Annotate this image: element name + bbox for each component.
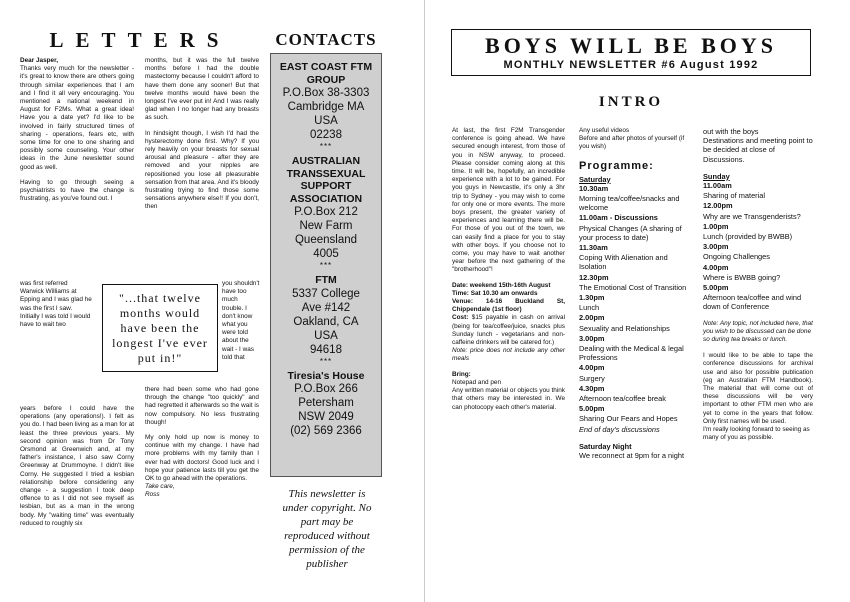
date-label: Date: [452,281,468,289]
schedule-desc: Physical Changes (A sharing of your process to date) [579,223,682,242]
letter-wrap-text-right: you shouldn't have too much trouble. I don't know what you were told about the wait - I was told that [222,280,260,361]
letter-paragraph: years before I could have the operations (any operations!). I felt as you do. I had been living as a man for at least the three previous years. My second opinion was from Dr Tony Orsmond at Greenwich and, at my father's insistance, I also saw Corny Greenway at Drummoyne. I didn't like Corny. He suggested I tried a lesbian relationship before considering any change - a suggestion I took deep offence to as I did not see myself as lesbian, but as a man in the wrong body. My "waiting time" was eventually reduced to roughly six [20,405,134,527]
schedule-desc: Sexuality and Relationships [579,323,670,333]
date-value: weekend 15th-16th August [469,281,551,289]
contact-separator: *** [319,142,333,151]
saturday-heading: Saturday [579,174,611,184]
end-of-day-note: End of day's discussions [579,424,660,434]
letter-paragraph: My only hold up now is money to continue with my change. I have had more problems with my family than I ever had with doctors! Good luck and I hope your patience lasts till you get the OK to go ahead with the operations. [145,434,259,483]
schedule-desc: Coping With Alienation and Isolation [579,253,668,272]
schedule-time: 4.00pm [579,363,605,373]
schedule-item [703,242,813,261]
closing-paragraph: I would like to be able to tape the conference discussions for archival use and also for possible publication (eg an Australian FTM Handbook). The material that will come out of these discussions will be very important to other FTM men who are yet to come in the years that follow. Only first names will be used. [703,352,813,425]
contacts-panel [270,53,382,477]
letter-signature: Ross [145,491,160,499]
letters-column-2-bottom [145,386,259,500]
newsletter-subtitle: MONTHLY NEWSLETTER #6 August 1992 [503,59,759,71]
contact-address-line: Oakland, CA [293,315,359,328]
schedule-desc: Dealing with the Medical & legal Professions [579,344,684,363]
contact-address-line: NSW 2049 [298,411,354,423]
schedule-item [703,181,813,200]
letter-signoff: Take care, [145,483,175,491]
contact-name: AUSTRALIAN TRANSSEXUAL SUPPORT ASSOCIATION [286,155,366,205]
letter-salutation: Dear Jasper, [20,57,59,64]
copyright-note: This newsletter is under copyright. No part may be reproduced without permission of the publisher [282,488,372,570]
letter-paragraph: In hindsight though, I wish I'd had the hysterectomy done first. Why? If you rely heavily on your breasts for sexual arousal and pleasure - after they are removed and your nipples are repositioned you lose all pleasurable sensation from that area. And it's bloody frustrating trying to find those some sensations anywhere else!! If you don't, then [145,129,259,211]
event-details [452,282,565,364]
contact-entry [271,274,381,367]
intro-column-3 [703,127,813,443]
contact-name: EAST COAST FTM GROUP [279,61,373,86]
contact-address-line: P.O.Box 38-3303 [282,87,370,99]
schedule-time: 5.00pm [579,404,605,414]
schedule-item [703,222,813,241]
saturday-night-heading: Saturday Night [579,441,632,451]
pull-quote: "...that twelve months would have been the longest I've ever put in!" [112,290,208,365]
schedule-time: 4.30pm [579,383,605,393]
schedule-item [579,184,694,213]
schedule-desc: The Emotional Cost of Transition [579,282,687,292]
schedule-time: 11.00am - Discussions [579,213,658,223]
sunday-schedule [703,181,813,312]
letter-paragraph: Thanks very much for the newsletter - it's great to know there are others going through similar experiences that I am and I find it all very encouraging. You mentioned a national weekend in August for F2Ms. What a great idea! Have you a date yet? I'd like to be involved in fairly structured times of sharing - operations, fears etc, with some time for one to one sharing and possibly some counseling. Your other ideas in the June newsletter sound good as well. [20,65,134,171]
programme-heading: Programme: [579,159,654,172]
time-value: Sat 10.30 am onwards [470,289,538,297]
schedule-time: 11.30am [579,243,608,253]
contact-entry [271,155,381,271]
schedule-time: 4.00pm [703,262,729,272]
time-label: Time: [452,289,469,297]
letters-column-2 [145,57,259,212]
cost-value: $15 payable in cash on arrival (being for tea/coffee/juice, snacks plus Sunday lunch - vegetarians and non-caffeine drinkers will be catered for.) [452,314,565,347]
saturday-night-text: We reconnect at 9pm for a night [579,451,685,461]
sunday-note: Note: Any topic, not included here, that you wish to be discussed can be done so during tea breaks or lunch. [703,319,813,344]
outing-destination: Destinations and meeting point to be decided at close of Discussions. [703,136,813,164]
schedule-item [579,334,694,363]
intro-column-2 [579,127,694,460]
bring-text: Any written material or objects you think that others may be interested in. We can photocopy each other's material. [452,387,565,411]
schedule-time: 3.00pm [579,333,605,343]
bring-items: Notepad and pen [452,378,502,386]
schedule-item [703,263,813,282]
schedule-time: 3.00pm [703,242,729,252]
bring-heading: Bring: [452,370,471,378]
contact-address-line: P.O.Box 266 [294,383,358,395]
newsletter-title: BOYS WILL BE BOYS [485,33,777,58]
schedule-time: 12.00pm [703,201,733,211]
schedule-item [579,363,694,382]
letter-paragraph: months, but it was the full twelve months before I had the double mastectomy because I couldn't afford to have them done any sooner! But that twelve months would have been the longest I've ever put in! And I was really glad when I no longer had any breasts as such. [145,57,259,122]
contact-address-line: USA [314,115,338,127]
contact-address-line: Petersham [298,397,354,409]
contact-entry [271,370,381,439]
videos-text: Any useful videos [579,127,630,134]
schedule-item [703,283,813,312]
schedule-time: 1.30pm [579,293,605,303]
schedule-item [579,213,694,242]
masthead [451,29,811,76]
saturday-schedule [579,184,694,424]
contact-separator: *** [319,356,333,366]
schedule-item [579,293,694,312]
contact-address-line: 02238 [310,129,342,141]
letter-wrap-text-left: was first referred Warwick Williams at Epping and I was glad he was the first I saw. Initially I was told I would have to wait two [20,280,92,329]
letters-heading: LETTERS [49,28,231,52]
letters-column-1 [20,57,134,203]
contact-address-line: (02) 569 2366 [290,425,362,437]
contact-name: Tiresia's House [287,369,365,382]
cost-note: Note: price does not include any other meals [452,347,565,363]
intro-column-1 [452,127,565,412]
contact-name: FTM [315,274,337,286]
schedule-item [579,313,694,332]
section-heading: INTRO [598,94,664,110]
schedule-desc: Lunch [579,303,600,313]
contact-address-line: 94618 [310,343,342,356]
schedule-desc: Where is BWBB going? [703,272,781,282]
schedule-desc: Afternoon tea/coffee break [579,394,666,404]
schedule-desc: Surgery [579,373,605,383]
schedule-time: 2.00pm [579,313,605,323]
schedule-desc: Morning tea/coffee/snacks and welcome [579,194,680,213]
schedule-desc: Lunch (provided by BWBB) [703,232,793,242]
schedule-item [579,404,694,423]
schedule-time: 5.00pm [703,283,729,293]
schedule-desc: Sharing of material [703,191,766,201]
contact-address-line: Queensland [294,234,358,246]
letter-paragraph: there had been some who had gone through the change "too quickly" and had regretted it afterwards so the wait is now compulsory. No less frustrating though! [145,386,259,426]
contact-address-line: Cambridge MA [287,101,365,113]
schedule-item [703,201,813,220]
schedule-desc: Why are we Transgenderists? [703,211,801,221]
schedule-item [579,273,694,292]
schedule-time: 1.00pm [703,221,729,231]
contact-address-line: New Farm [299,220,353,232]
schedule-desc: Afternoon tea/coffee and wind down of Conference [703,293,802,312]
schedule-time: 11.00am [703,181,732,191]
contact-address-line: Ave #142 [301,301,351,314]
closing-line: I'm really looking forward to seeing as many of you as possible. [703,426,810,442]
contact-address-line: 4005 [313,248,339,260]
schedule-item [579,243,694,272]
schedule-item [579,384,694,403]
contact-address-line: USA [314,329,338,342]
letter-paragraph: Having to go through seeing a psychiatrists to have the change is frustrating, as you've found out. I [20,178,134,203]
contact-address-line: 5337 College [292,287,360,300]
contact-separator: *** [319,261,333,270]
photos-text: Before and after photos of yourself (if you wish) [579,135,685,151]
schedule-desc: Ongoing Challenges [703,252,770,262]
schedule-time: 10.30am [579,183,609,193]
sunday-heading: Sunday [703,171,730,181]
venue-value: 14-16 Buckland St, Chippendale (1st floor) [452,298,565,314]
schedule-time: 12.30pm [579,272,609,282]
venue-label: Venue: [452,298,473,306]
intro-paragraph: At last, the first F2M Transgender conference is going ahead. We have secured enough interest, from those of you in NSW anyway, to proceed. Please consider coming along at this time. It will be, hopefully, an incredible experience with a lot to be gained. For you guys in Newcastle, it's only a 3hr trip to Sydney - you may wish to come for only one or more events. The more boys present, the greater variety of experiences and learning there will be. For those of you out of the town, we can easily find a place for you to stay with other boys. If you choose not to come, you may have to wait another year before the next gathering of the "brotherhood"! [452,127,565,274]
outing-text: out with the boys [703,127,759,136]
cost-label: Cost: [452,314,469,322]
contacts-heading: CONTACTS [275,30,377,49]
pull-quote-box [102,284,218,372]
right-page [425,0,850,602]
schedule-desc: Sharing Our Fears and Hopes [579,414,678,424]
contact-address-line: P.O.Box 212 [294,206,358,218]
contact-entry [271,61,381,152]
